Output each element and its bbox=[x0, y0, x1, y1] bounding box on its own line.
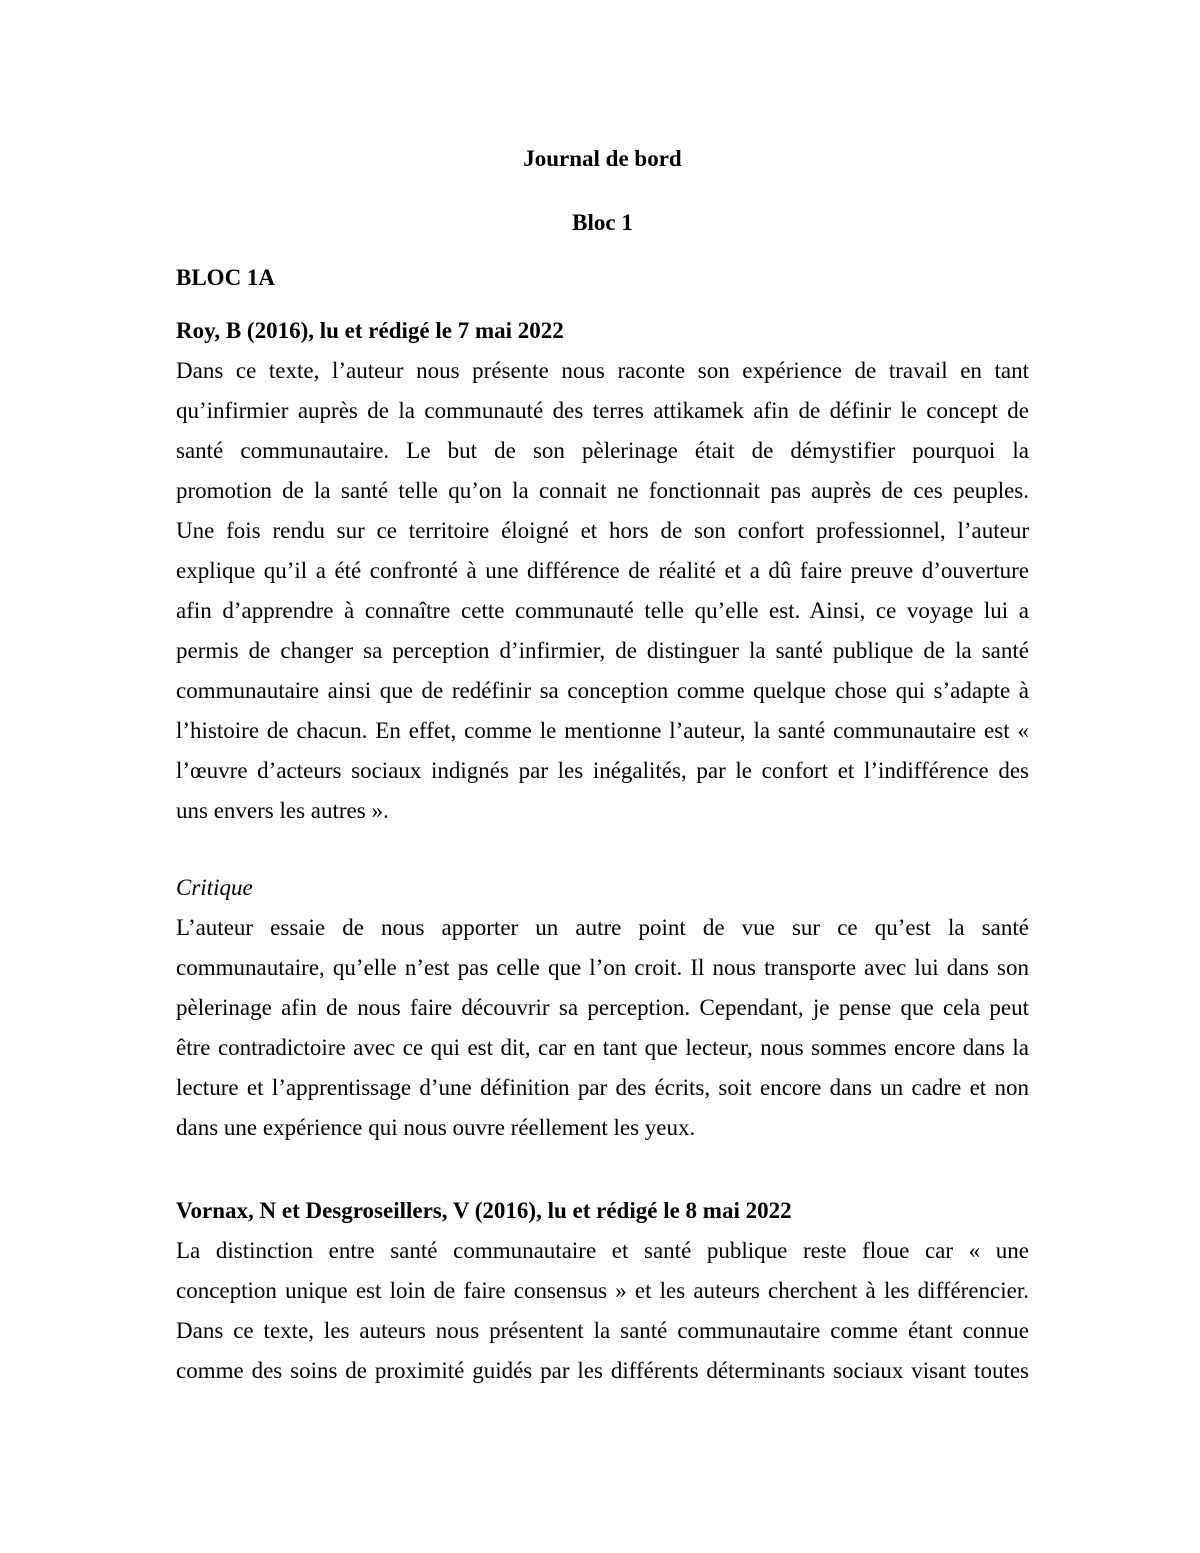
text-line: promotion de la santé telle qu’on la connait ne fonctionnait pas auprès de ces peuples. bbox=[176, 478, 1029, 503]
text-line: explique qu’il a été confronté à une différence de réalité et a dû faire preuve d’ouverture bbox=[176, 558, 1029, 583]
document-title: Journal de bord bbox=[523, 146, 682, 171]
text-line: communautaire, qu’elle n’est pas celle que l’on croit. Il nous transporte avec lui dans son bbox=[176, 955, 1029, 980]
text-line: l’histoire de chacun. En effet, comme le mentionne l’auteur, la santé communautaire est « bbox=[176, 718, 1029, 743]
entries-container bbox=[176, 311, 1029, 1391]
text-line: La distinction entre santé communautaire et santé publique reste floue car « une bbox=[176, 1238, 1029, 1263]
journal-entry bbox=[176, 1191, 1029, 1391]
journal-entry bbox=[176, 311, 1029, 831]
block-title: Bloc 1 bbox=[572, 210, 633, 235]
text-line: conception unique est loin de faire consensus » et les auteurs cherchent à les différencier. bbox=[176, 1278, 1029, 1303]
text-line: lecture et l’apprentissage d’une définition par des écrits, soit encore dans un cadre et non bbox=[176, 1075, 1029, 1100]
entry-heading: Vornax, N et Desgroseillers, V (2016), lu et rédigé le 8 mai 2022 bbox=[176, 1198, 792, 1223]
text-line: santé communautaire. Le but de son pèlerinage était de démystifier pourquoi la bbox=[176, 438, 1029, 463]
entry-heading: Roy, B (2016), lu et rédigé le 7 mai 2022 bbox=[176, 318, 564, 343]
text-line: Une fois rendu sur ce territoire éloigné et hors de son confort professionnel, l’auteur bbox=[176, 518, 1029, 543]
text-line: Dans ce texte, l’auteur nous présente nous raconte son expérience de travail en tant bbox=[176, 358, 1029, 383]
text-line: permis de changer sa perception d’infirmier, de distinguer la santé publique de la santé bbox=[176, 638, 1029, 663]
entry-heading: Critique bbox=[176, 875, 253, 900]
text-line: dans une expérience qui nous ouvre réellement les yeux. bbox=[176, 1115, 696, 1140]
section-heading: BLOC 1A bbox=[176, 265, 276, 290]
text-line: uns envers les autres ». bbox=[176, 798, 389, 823]
text-line: Dans ce texte, les auteurs nous présentent la santé communautaire comme étant connue bbox=[176, 1318, 1029, 1343]
text-line: pèlerinage afin de nous faire découvrir sa perception. Cependant, je pense que cela peut bbox=[176, 995, 1029, 1020]
text-line: afin d’apprendre à connaître cette communauté telle qu’elle est. Ainsi, ce voyage lui a bbox=[176, 598, 1029, 623]
text-line: communautaire ainsi que de redéfinir sa conception comme quelque chose qui s’adapte à bbox=[176, 678, 1029, 703]
text-line: comme des soins de proximité guidés par les différents déterminants sociaux visant toutes bbox=[176, 1358, 1029, 1383]
text-line: l’œuvre d’acteurs sociaux indignés par les inégalités, par le confort et l’indifférence des bbox=[176, 758, 1029, 783]
text-line: être contradictoire avec ce qui est dit, car en tant que lecteur, nous sommes encore dans la bbox=[176, 1035, 1029, 1060]
journal-entry bbox=[176, 868, 1029, 1148]
text-line: L’auteur essaie de nous apporter un autre point de vue sur ce qu’est la santé bbox=[176, 915, 1029, 940]
text-line: qu’infirmier auprès de la communauté des terres attikamek afin de définir le concept de bbox=[176, 398, 1029, 423]
